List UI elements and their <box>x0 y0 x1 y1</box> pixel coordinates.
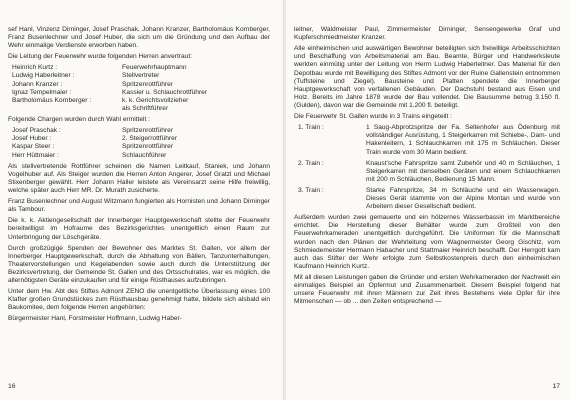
paragraph: Außerdem wurden zwei gemauerte und ein hölzernes Wasserbassin im Marktbereiche errichtet. Die Herstellung dieser Behälter wurde zum Großteil von den Feuerwehrkameraden unentgeltlich durchgeführt. Die Uniformen für die Mannschaft wurden nach den Plänen der Wehrleitung vom Wagnermeister Georg Gischitz, vom Schmiedemeister Hermann Habacher und Stattmaier Heinrich beschafft. Der Herrgott kam auch das Stifter der Wehr erfolgte zum Selbstkostenpreis durch den einheimischen Kaufmann Heinrich Kurtz. <box>294 214 560 270</box>
paragraph: Mit all diesen Leistungen gaben die Gründer und ersten Wehrkameraden der Nachwelt ein einmaliges Beispiel an Opfermut und Zusammenarbeit. Diesem Beispiel folgend hat unsere Feuerwehr mit ihren Männern zur Zeit ihres Bestehens viele Opfer für ihre Mitmenschen — ob ... den Zeiten entsprechend — <box>294 273 560 306</box>
paragraph: Die k. k. Aktiengesellschaft der Innerberger Hauptgewerkschaft stellte der Feuerwehr bereitwilligst im Hofraume des Bezirksgerichtes unentgeltlich einen Raum zur Unterbringung der Löschgeräte. <box>8 217 270 241</box>
paragraph: Folgende Chargen wurden durch Wahl ermittelt : <box>8 116 150 124</box>
train-label: 3. Train : <box>298 186 324 194</box>
paragraph: leitner, Waldmeister Paul, Zimmermeister Dirninger, Sensengewerke Graf und Kupferschmiedmeister Kranzer. <box>294 26 560 42</box>
leitung-list <box>8 64 270 113</box>
train-label: 1. Train : <box>298 124 324 132</box>
right-text-column <box>294 26 560 309</box>
right-page <box>286 0 570 400</box>
list-item: Herr Hüttmaier : Schlauchführer <box>12 151 167 159</box>
train-item <box>294 124 560 157</box>
list-item: Ignaz Tempelmaier : Kassier u. Schlauchrottführer <box>12 88 208 96</box>
paragraph: Bürgermeister Hanl, Forstmeister Hoffmann, Ludwig Haber- <box>8 315 182 323</box>
list-item: Josef Praschak : Spritzenrottführer <box>12 127 173 135</box>
train-item <box>294 187 560 211</box>
train-text: Knaust'sche Fahrspritze samt Zubehör und 40 m Schläuchen, 1 Steigerkarren mit denselben Geräten und einem Schlauchkarren mit 200 m Schläuchen, Bedienung 15 Mann. <box>366 159 560 183</box>
paragraph: Als stellvertretende Rottführer scheinen die Namen Leitkauf, Staniek, und Johann Vogelhuber auf. Als Steiger wurden die Herren Anton Angerer, Josef Gratzl und Michael Stixenberger gewählt. Herr Johann Haller leistete als Vereinsarzt seine Hilfe freiwillig, welche später auch Herr MR. Dr. Murath zusicherte. <box>8 162 270 195</box>
paragraph: Alle einheimischen und auswärtigen Bewohner beteiligten sich freiwillige Arbeitsschichten und Beschaffung von Arbeitsmaterial am Bau. Beamte, Bürger und Handwerksleute werkten einmütig unter der Leitung von Herrn Ludwig Haberleitner. Das Material für den Depotbau wurde mit Bewilligung des Stiftes Admont vor der Ruine Gallenstein entnommen (Tuffsteine und Ziegel). Bausteine und Platten spendete die Innerberger Hauptgewerkschaft von verfallenen Gebäuden. Der Dachstuhl bestand aus Eisen und Holz. Bereits im Jahre 1878 wurde der Bau vollendet. Die Bausumme betrug 3.150 fl. (Gulden), davon war die Gemeinde mit 1.200 fl. beteiligt. <box>294 45 560 110</box>
list-item: als Schriftführer <box>122 105 169 112</box>
page-number: 16 <box>8 383 16 390</box>
left-page <box>0 0 284 400</box>
train-item <box>294 160 560 184</box>
left-text-column <box>8 26 270 326</box>
list-item: Johann Kranzer : Spritzenrottführer <box>12 80 173 88</box>
paragraph: sef Hanl, Vinzenz Dirninger, Josef Praschak, Johann Kranzer, Bartholomäus Kornberger, Franz Busenlechner und Josef Huber, die sich um die Gründung und den Aufbau der Wehr einmalige Verdienste erworben haben. <box>8 26 270 50</box>
list-item: Bartholomäus Kornberger : k. k. Gerichtsvollzieher <box>12 96 189 104</box>
paragraph: Unter dem Hw. Abt des Stiftes Admont ZENO die unentgeltliche Überlassung eines 100 Klafter großen Grundstückes zum Rüsthausbau genehmigt hatte, bildete sich alsbald ein Baukomitee, dem folgende Herren angehörten: <box>8 288 270 312</box>
page-number: 17 <box>552 383 560 390</box>
list-item: Josef Huber : 2. Steigerrottführer <box>12 135 177 143</box>
list-item: Ludwig Haberleitner : Stellvertreter <box>12 72 160 80</box>
list-item: Heinrich Kurtz : Feuerwehrhauptmann <box>12 64 187 72</box>
train-text: 1 Saug-Abprotzspritze der Fa. Seltenhofer aus Ödenburg mit vollständiger Ausrüstung, 1 Steigerkarren mit Schiebe-, Dam- und Hakenleitern, 1 Schlauchkarren mit 175 m Schläuchen. Dieser Train wurde vom 30 Mann bedient. <box>366 124 560 156</box>
paragraph: Die Feuerwehr St. Gallen wurde in 3 Trains eingeteilt : <box>294 113 452 121</box>
paragraph: Die Leitung der Feuerwehr wurde folgenden Herren anvertraut: <box>8 53 192 61</box>
train-label: 2. Train : <box>298 159 324 167</box>
chargen-list <box>8 127 270 160</box>
paragraph: Durch großzügige Spenden der Bewohner des Marktes St. Gallen, vor allem der Innerberger Hauptgewerkschaft, durch die Abhaltung von Bällen, Tanzunterhaltungen, Theatervorstellungen und Kegelabenden sowie auch durch die Unterstützung der Bezirksvertretung, der Gemeinde St. Gallen und des Ortsschulrates, war es möglich, die allernötigsten Geräte einzukaufen und für einige Rüsthauses aufzubringen. <box>8 244 270 285</box>
list-item: Kaspar Steer : Spritzenrottführer <box>12 143 173 151</box>
train-text: Starke Fahrspritze, 34 m Schläuche und ein Wasserwagen. Dieses Gerät stammte von der Alpine Montan und wurde von Arbeitern dieser Gesellschaft bedient. <box>366 186 560 211</box>
paragraph: Franz Busenlechner und August Witzmann fungierten als Hornisten und Johann Dirninger als Tambour. <box>8 198 270 214</box>
